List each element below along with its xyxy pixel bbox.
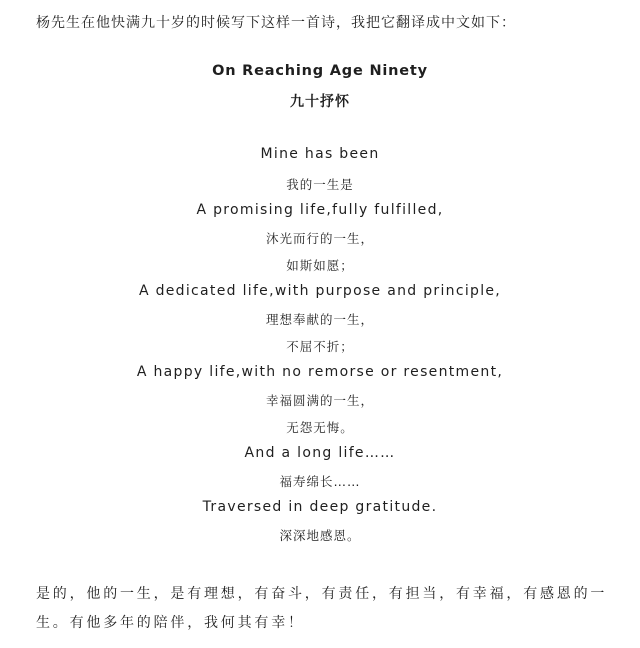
poem-line-3: A promising life,fully fulfilled,	[196, 202, 444, 218]
poem-line-10: 幸福圆满的一生，	[265, 393, 374, 408]
poem-line-11: 无怨无悔。	[286, 420, 354, 435]
poem-line-2: 我的一生是	[286, 177, 354, 192]
poem-line-15: 深深地感恩。	[279, 528, 361, 543]
poem-title: On Reaching Age Ninety	[212, 63, 428, 79]
poem-line-6: A dedicated life,with purpose and principle,	[138, 283, 502, 299]
outro-text	[36, 580, 626, 638]
poem-line-12: And a long life……	[244, 445, 396, 461]
intro-text: 杨先生在他快满九十岁的时候写下这样一首诗，我把它翻译成中文如下：	[36, 15, 516, 31]
poem-line-1: Mine has been	[260, 146, 380, 162]
poem-line-9: A happy life,with no remorse or resentment,	[136, 364, 504, 380]
poem-line-7: 理想奉献的一生，	[265, 312, 374, 327]
outro-line-1: 是的，他的一生，是有理想，有奋斗，有责任，有担当，有幸福，有感恩的一	[36, 586, 608, 602]
outro-line-2: 生。有他多年的陪伴，我何其有幸！	[36, 615, 305, 631]
poem-line-8: 不屈不折；	[286, 339, 354, 354]
poem-line-5: 如斯如愿；	[286, 258, 354, 273]
poem-subtitle: 九十抒怀	[290, 94, 350, 110]
poem-line-13: 福寿绵长……	[279, 474, 361, 489]
poem-line-14: Traversed in deep gratitude.	[202, 499, 438, 515]
poem-line-4: 沐光而行的一生，	[265, 231, 374, 246]
